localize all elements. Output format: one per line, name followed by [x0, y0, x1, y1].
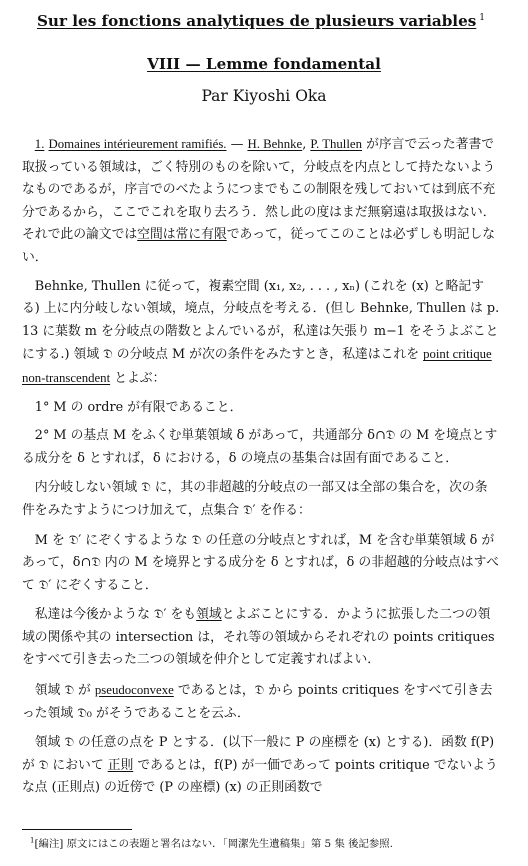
condition-1: 1° M の ordre が有限であること． [34, 399, 243, 415]
author-ref-thullen: P. Thullen [310, 137, 362, 151]
term-pseudoconvexe: pseudoconvexe [94, 683, 174, 698]
section-number: 1. [34, 137, 45, 151]
footnote-mark: 1 [30, 836, 35, 845]
paper-subtitle [0, 55, 528, 73]
paragraph-4: M を 𝔇′ にぞくするような 𝔇 の任意の分岐点とすれば，M を含む単葉領域 δ があって，δ∩𝔇 内の M を境界とする成分を δ とすれば，δ の非超越的分岐点はすべて 𝔇′ にぞくすること． [22, 532, 499, 593]
paper-subtitle-text: VIII — Lemme fondamental [147, 55, 381, 73]
term-point-critique: point critique non-transcendent [22, 347, 492, 385]
footnote [30, 835, 500, 850]
term-domain: 領域 [196, 607, 222, 623]
condition-2: 2° M の基点 M をふくむ単葉領域 δ があって，共通部分 δ∩𝔇 の M を境点とする成分を δ とすれば，δ における，δ の境点の基集合は固有面であること． [22, 428, 498, 466]
heading-dash: — [226, 137, 248, 152]
section-heading: Domaines intérieurement ramifiés. [48, 137, 227, 151]
paragraph-3: 内分岐しない領域 𝔇 に，其の非超越的分岐点の一部又は全部の集合を，次の条件をみたすようにつけ加えて，点集合 𝔇′ を作る： [22, 480, 488, 518]
paragraph-7 [22, 732, 500, 800]
section-1-paragraph [22, 133, 500, 270]
paragraph-2-text-a: Behnke, Thullen に従って，複素空間 (x₁, x₂, . . . , xₙ) (これを (x) と略記する) 上に内分岐しない領域，境点，分岐点を考える．(但し Behnke, Thullen は p. 13 に葉数 m を分岐点の階数とよんでいるが，私達は矢張り m−1 をそうよぶことにする.) 領域 𝔇 の分岐点 M が次の条件をみたすとき，私達はこれを [22, 278, 500, 363]
section-1-text-b: であって，従ってこのことは必ずしも明記しない． [22, 227, 496, 265]
paragraph-6-text-a: 領域 𝔇 が [34, 683, 95, 699]
paragraph-2 [22, 276, 500, 391]
author-ref-behnke: H. Behnke [247, 137, 303, 151]
paragraph-5-text-b: とよぶことにする．かように拡張した二つの領域の関係や其の intersection は，それ等の領域からそれぞれの points critiques をすべて引き去った二つの領域を仲介として定義すればよい． [22, 607, 495, 668]
paragraph-6 [22, 679, 500, 725]
paragraph-7-text-a: 領域 𝔇 の任意の点を P とする．(以下一般に P の座標を (x) とする)．函数 f(P) が 𝔇 において [22, 735, 495, 773]
paragraph-5 [22, 604, 500, 672]
paragraph-7-text-b: であるとは，f(P) が一価であって points critique でないような点 (正則点) の近傍で (P の座標) (x) の正則函数で [22, 757, 498, 796]
author-ref-sep: , [302, 137, 311, 152]
paper-title [22, 12, 500, 30]
section-1-underlined: 空間は常に有限 [137, 227, 227, 243]
paragraph-5-text-a: 私達は今後かような 𝔇′ をも [34, 607, 197, 623]
section-1-text-a: が序言で云った著書で取扱っている領域は，ごく特別のものを除いて，分岐点を内点として持たないようなものであるが，序言でのべたようにつまでもこの制限を残しておいては到底不充分であるから，ここでこれを取り去ろう．然し此の度はまだ無窮遠は取扱はない．それで此の論文では [22, 137, 496, 243]
term-regular: 正則 [107, 757, 134, 773]
title-footnote-mark: 1 [479, 12, 486, 23]
footnote-rule [22, 829, 132, 830]
body-text [22, 133, 500, 806]
footnote-text: [編注] 原文にはこの表題と署名はない．「岡潔先生遺稿集」第 5 集 後記参照. [34, 838, 393, 850]
paragraph-2-text-b: とよぶ： [110, 370, 166, 386]
paragraph-6-text-b: であるとは，𝔇 から points critiques をすべて引き去った領域 𝔇₀ がそうであることを云ふ． [22, 683, 493, 721]
author-line: Par Kiyoshi Oka [201, 87, 327, 105]
paper-title-text: Sur les fonctions analytiques de plusieurs variables [36, 12, 477, 30]
